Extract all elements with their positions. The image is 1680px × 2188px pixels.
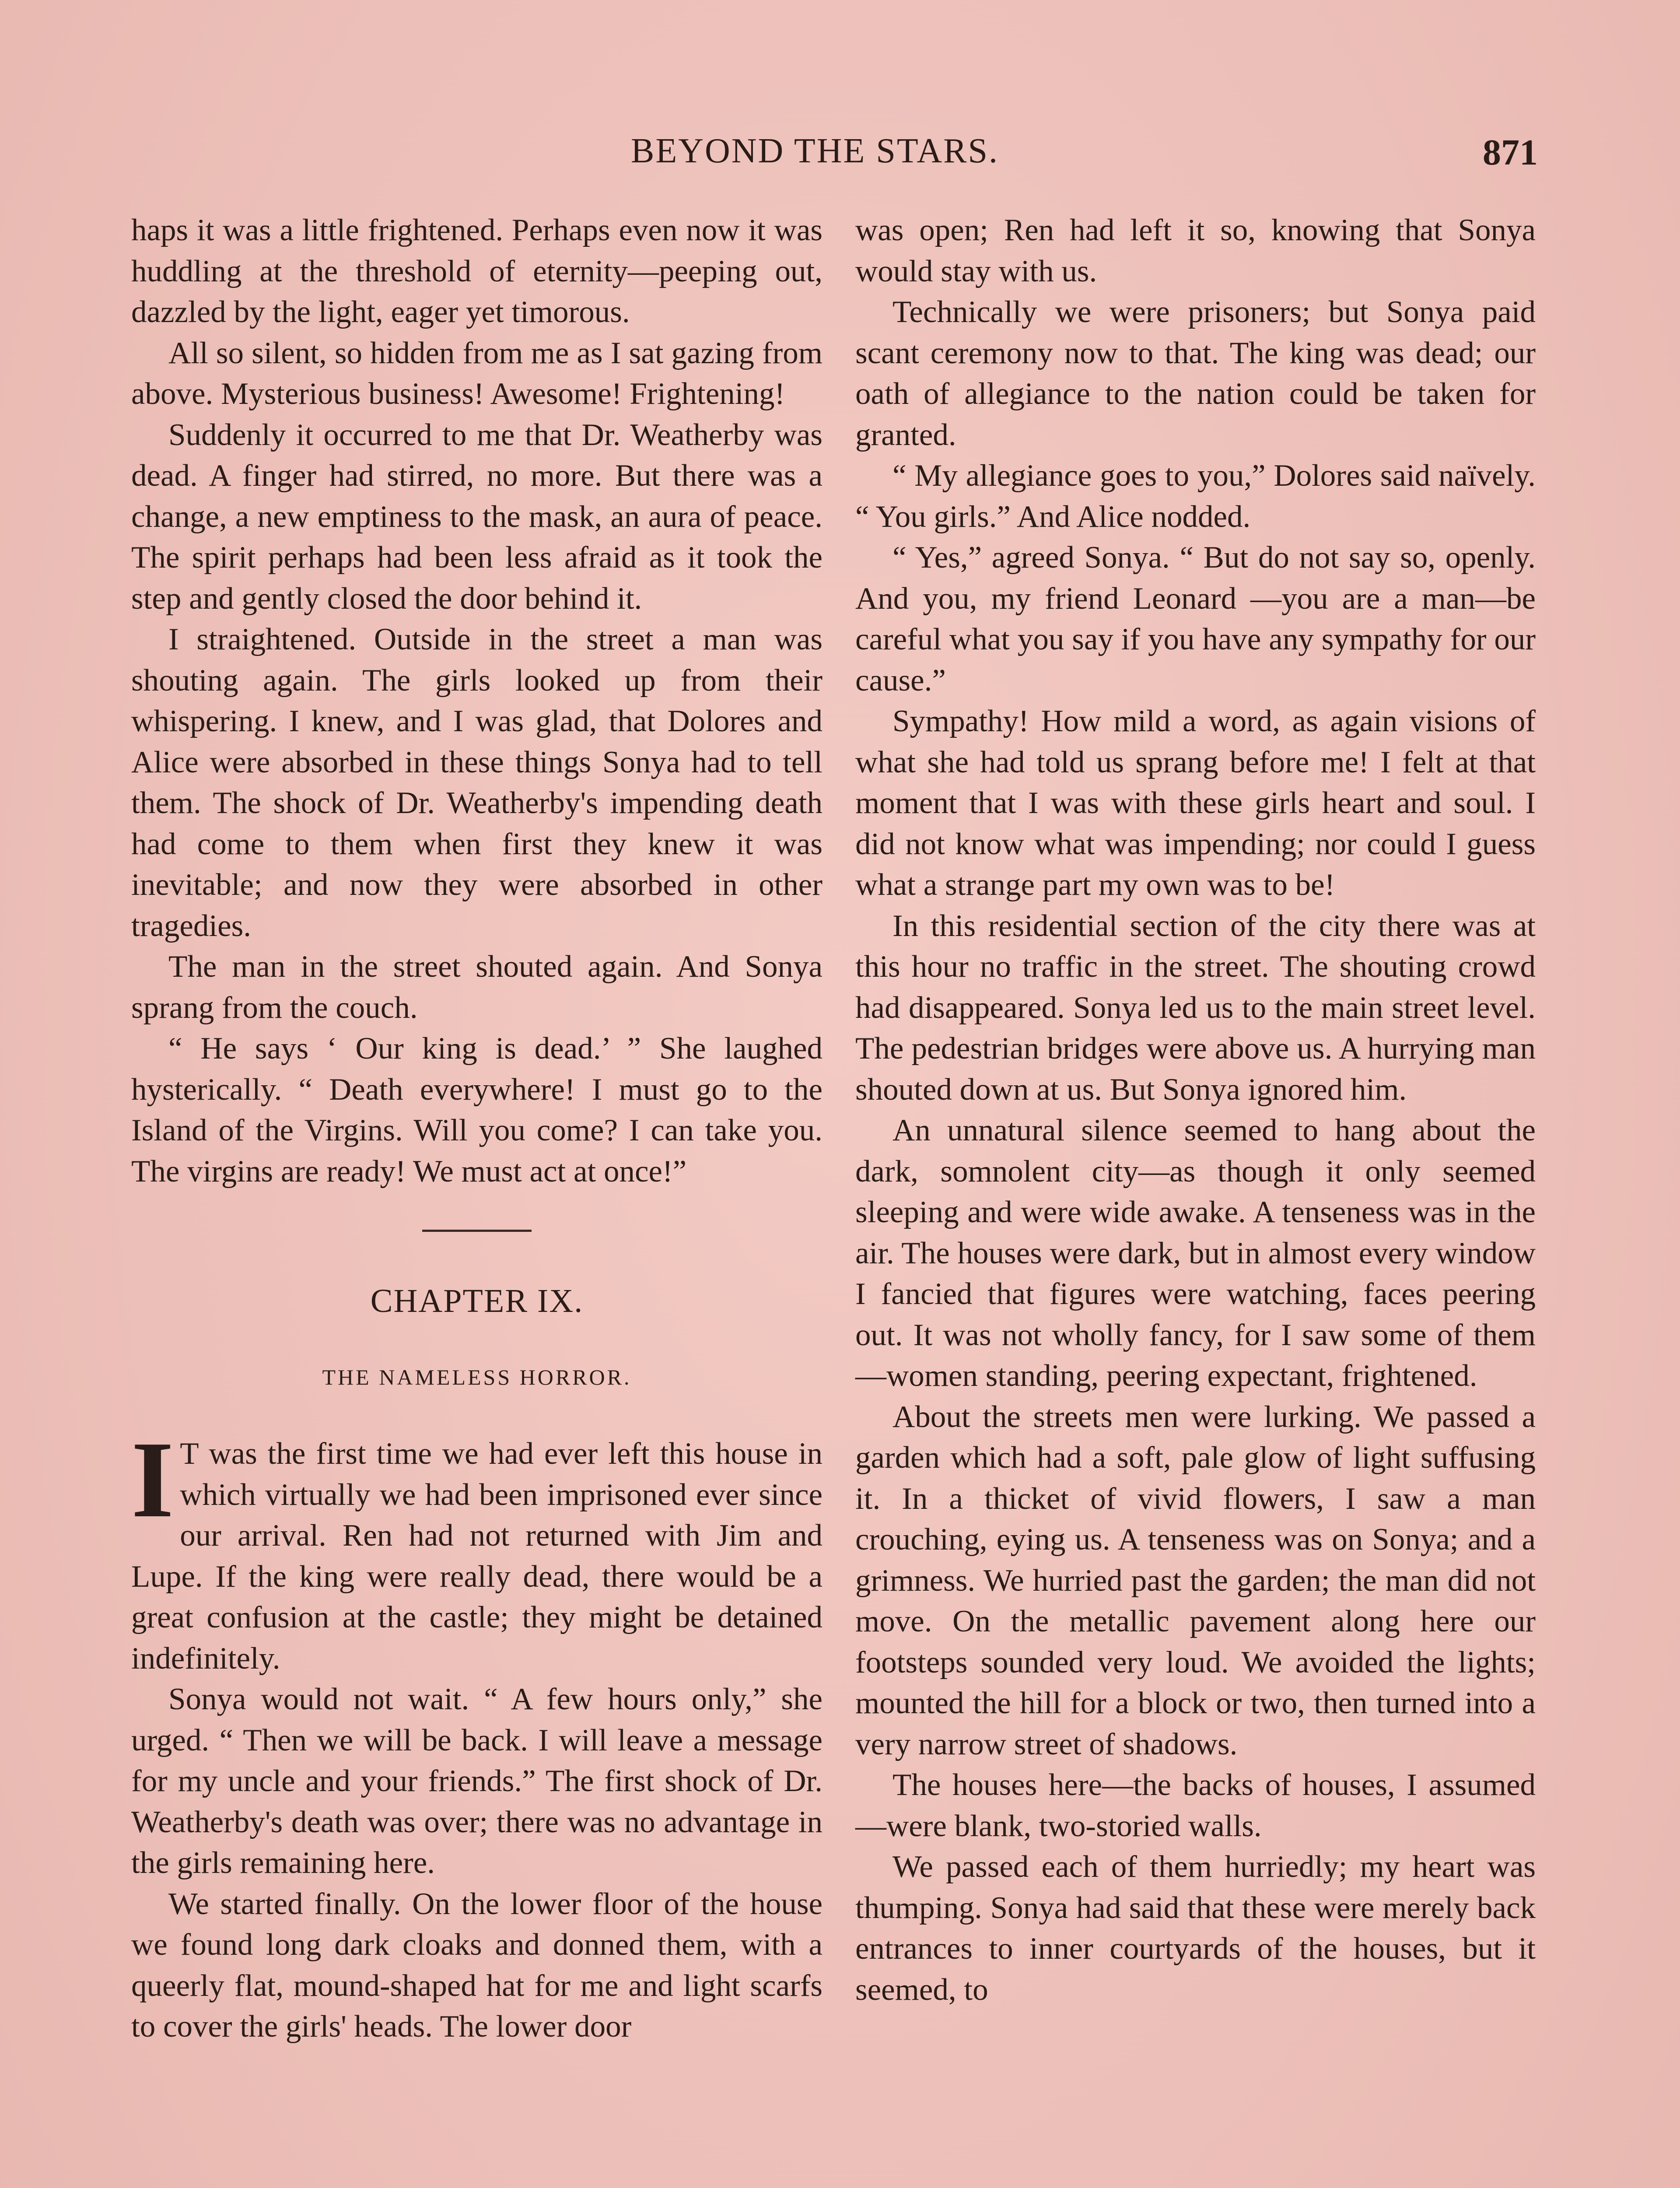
paragraph: An unnatural silence seemed to hang about the dark, somnolent city—as though it only seemed sleeping and were wide awake. A tenseness was in the air. The houses were dark, but in almost every window I fancied that figures were watching, faces peering out. It was not wholly fancy, for I saw some of them—women standing, peering expectant, frightened.	[855, 1113, 1536, 1393]
paragraph: The man in the street shouted again. And Sonya sprang from the couch.	[131, 950, 822, 1025]
chapter-divider	[422, 1230, 532, 1232]
drop-cap: I	[131, 1419, 174, 1540]
right-column	[855, 210, 1536, 2010]
paragraph: “ My allegiance goes to you,” Dolores said naïvely. “ You girls.” And Alice nodded.	[855, 459, 1536, 534]
left-column	[131, 210, 822, 2048]
paragraph: In this residential section of the city there was at this hour no traffic in the street. The shouting crowd had disappeared. Sonya led us to the main street level. The pedestrian bridges were above us. A hurrying man shouted down at us. But Sonya ignored him.	[855, 908, 1536, 1107]
paragraph: Sonya would not wait. “ A few hours only,” she urged. “ Then we will be back. I will leave a message for my uncle and your friends.” The first shock of Dr. Weatherby's death was over; there was no advantage in the girls remaining here.	[131, 1682, 822, 1880]
page-number: 871	[1483, 132, 1538, 173]
paragraph: I straightened. Outside in the street a man was shouting again. The girls looked up from their whispering. I knew, and I was glad, that Dolores and Alice were absorbed in these things Sonya had to tell them. The shock of Dr. Weatherby's impending death had come to them when first they knew it was inevitable; and now they were absorbed in other tragedies.	[131, 622, 822, 943]
paragraph: haps it was a little frightened. Perhaps even now it was huddling at the threshold of eternity—peeping out, dazzled by the light, eager yet timorous.	[131, 213, 822, 329]
chapter-opening-paragraph	[131, 1419, 822, 1679]
chapter-title: CHAPTER IX.	[370, 1283, 584, 1319]
paragraph: We started finally. On the lower floor of the house we found long dark cloaks and donned them, with a queerly flat, mound-shaped hat for me and light scarfs to cover the girls' heads. The lower door	[131, 1886, 822, 2044]
paragraph: About the streets men were lurking. We passed a garden which had a soft, pale glow of light suffusing it. In a thicket of vivid flowers, I saw a man crouching, eying us. A tenseness was on Sonya; and a grimness. We hurried past the garden; the man did not move. On the metallic pavement along here our footsteps sounded very loud. We avoided the lights; mounted the hill for a block or two, then turned into a very narrow street of shadows.	[855, 1399, 1536, 1761]
paragraph: “ He says ‘ Our king is dead.’ ” She laughed hysterically. “ Death everywhere! I must go to the Island of the Virgins. Will you come? I can take you. The virgins are ready! We must act at once!”	[131, 1031, 822, 1189]
chapter-subtitle: THE NAMELESS HORROR.	[322, 1364, 632, 1389]
paragraph: Sympathy! How mild a word, as again visions of what she had told us sprang before me! I felt at that moment that I was with these girls heart and soul. I did not know what was impending; nor could I guess what a strange part my own was to be!	[855, 704, 1536, 902]
paragraph: was open; Ren had left it so, knowing that Sonya would stay with us.	[855, 213, 1536, 288]
paragraph: We passed each of them hurriedly; my heart was thumping. Sonya had said that these were merely back entrances to inner courtyards of the houses, but it seemed, to	[855, 1850, 1536, 2007]
paragraph: “ Yes,” agreed Sonya. “ But do not say so, openly. And you, my friend Leonard —you are a man—be careful what you say if you have any sympathy for our cause.”	[855, 540, 1536, 698]
paragraph: The houses here—the backs of houses, I assumed—were blank, two-storied walls.	[855, 1768, 1536, 1843]
paragraph: Technically we were prisoners; but Sonya paid scant ceremony now to that. The king was dead; our oath of allegiance to the nation could be taken for granted.	[855, 295, 1536, 452]
page-header	[131, 131, 1538, 179]
running-title: BEYOND THE STARS.	[631, 132, 999, 170]
paragraph: All so silent, so hidden from me as I sat gazing from above. Mysterious business! Awesome! Frightening!	[131, 336, 822, 411]
opening-text: T was the first time we had ever left this house in which virtually we had been imprisoned ever since our arrival. Ren had not returned with Jim and Lupe. If the king were really dead, there would be a great confusion at the castle; they might be detained indefinitely.	[131, 1437, 822, 1676]
paragraph: Suddenly it occurred to me that Dr. Weatherby was dead. A finger had stirred, no more. But there was a change, a new emptiness to the mask, an aura of peace. The spirit perhaps had been less afraid as it took the step and gently closed the door behind it.	[131, 417, 822, 616]
